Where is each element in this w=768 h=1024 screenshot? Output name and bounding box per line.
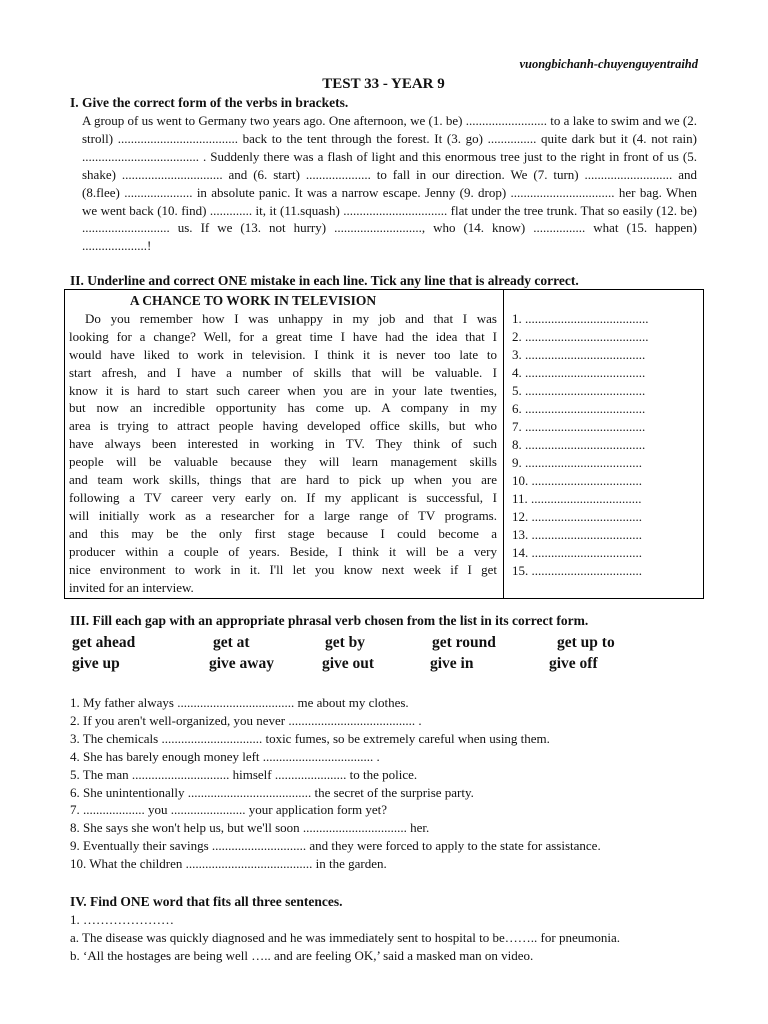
question-number: 1. ………………… [70, 911, 174, 927]
passage-line: people will be valuable because they will learn management skills [69, 454, 497, 470]
verb-option: give out [322, 655, 375, 672]
answer-blank[interactable]: 5. ..................................... [512, 383, 646, 398]
exercise-item: 10. What the children ....................................... in the garden. [70, 856, 387, 872]
answer-blank[interactable]: 7. ..................................... [512, 419, 646, 434]
passage-line: have always been interested in working in TV. They think of such [69, 436, 497, 452]
exercise-item: 1. My father always .................................... me about my clothes. [70, 695, 409, 710]
passage-line: start afresh, and I have a number of skills that will be valuable. I [69, 364, 497, 380]
section-1-text [70, 112, 697, 255]
answer-blank[interactable]: 6. ..................................... [512, 401, 646, 416]
passage-line: producer within a couple of years. Beside, I think it will be a very [69, 543, 497, 559]
passage-line: looking for a change? Well, for a great time I have had the idea that I [69, 328, 497, 344]
section-2-heading: II. Underline and correct ONE mistake in each line. Tick any line that is already correct. [70, 273, 579, 288]
passage-line: following a TV career very early on. If my applicant is successful, I [69, 489, 497, 505]
verb-option: get at [213, 634, 250, 651]
sentence-b: b. ‘All the hostages are being well ….. and are feeling OK,’ said a masked man on video. [70, 947, 534, 963]
exercise-item: 8. She says she won't help us, but we'll soon ................................ her. [70, 820, 430, 836]
passage-line: but now an incredible opportunity has come up. A company in my [69, 400, 497, 416]
verb-option: get round [432, 634, 496, 651]
answer-blank[interactable]: 13. .................................. [512, 527, 642, 542]
section-3-items [70, 694, 697, 873]
passage-line: and team work skills, things that are hard to pick up when you are [69, 472, 497, 488]
error-correction-table [64, 289, 704, 599]
passage-line: would have liked to work in television. I think it is never too late to [69, 346, 497, 362]
section-1-paragraph: A group of us went to Germany two years ago. One afternoon, we (1. be) ......................... to a lake to swim and we (2. stroll) ..................................... back to the tent through the forest. It (3. go) ............... quite dark but it (4. not rain) .................................... . Suddenly there was a flash of light and this enormous tree just to the right in front of us (5. shake) ............................... and (6. start) .................... to fall in our direction. We (7. turn) ........................... and (8.flee) ..................... in absolute panic. It was a narrow escape. Jenny (9. drop) ................................ her bag. When we went back (10. find) ............. it, it (11.squash) ................................ flat under the tree trunk. That so easily (12. be) ........................... us. If we (13. not hurry) ..........................., who (14. know) ................ what (15. happen) ....................! [82, 113, 697, 254]
passage-line: and this may be the only first stage because I could become a [69, 525, 497, 541]
passage-line: area is trying to attract people having developed office skills, but who [69, 418, 497, 434]
answer-blank[interactable]: 15. .................................. [512, 563, 642, 578]
verb-option: get ahead [72, 634, 136, 651]
exercise-item: 7. ................... you ....................... your application form yet? [70, 802, 388, 818]
answer-blank[interactable]: 8. ..................................... [512, 437, 646, 452]
answer-blank[interactable]: 9. .................................... [512, 455, 642, 470]
exercise-item: 6. She unintentionally ...................................... the secret of the surprise party. [70, 784, 474, 800]
exercise-item: 9. Eventually their savings ............................. and they were forced to apply to the state for assistance. [70, 838, 601, 854]
section-1-heading: I. Give the correct form of the verbs in brackets. [70, 95, 349, 110]
verb-option: give away [209, 655, 275, 672]
page-title: TEST 33 - YEAR 9 [322, 76, 445, 92]
answer-blank[interactable]: 2. ...................................... [512, 329, 649, 344]
verb-option: give in [430, 655, 474, 672]
answer-blank[interactable]: 10. .................................. [512, 473, 642, 488]
answer-blank[interactable]: 1. ...................................... [512, 311, 649, 326]
exercise-item: 5. The man .............................. himself ...................... to the police. [70, 766, 418, 782]
passage-line: know it is hard to start such career when you are in your late twenties, [69, 382, 497, 398]
verb-option: give off [549, 655, 598, 672]
verb-option: get up to [557, 634, 615, 651]
answer-blank[interactable]: 4. ..................................... [512, 365, 646, 380]
section-4-heading: IV. Find ONE word that fits all three sentences. [70, 894, 343, 909]
exercise-item: 4. She has barely enough money left .................................. . [70, 748, 380, 764]
passage-line: invited for an interview. [69, 579, 194, 595]
verb-option: get by [325, 634, 366, 651]
exercise-item: 3. The chemicals ............................... toxic fumes, so be extremely careful when using them. [70, 730, 550, 746]
passage-line: Do you remember how I was unhappy in my job and that I was [85, 310, 497, 326]
passage-line: nice environment to work in it. I'll let you know next week if I get [69, 561, 497, 577]
answer-blank[interactable]: 11. .................................. [512, 491, 642, 506]
answer-blank[interactable]: 14. .................................. [512, 545, 642, 560]
passage-cell [65, 290, 504, 599]
author-credit: vuongbichanh-chuyenguyentraihd [519, 57, 698, 71]
answer-column [504, 290, 704, 599]
passage-title: A CHANCE TO WORK IN TELEVISION [129, 293, 377, 308]
verb-option: give up [72, 655, 120, 672]
passage-line: will initially work as a researcher for a large range of TV programs. [69, 507, 497, 523]
section-3-heading: III. Fill each gap with an appropriate phrasal verb chosen from the list in its correct form. [70, 613, 589, 628]
sentence-a: a. The disease was quickly diagnosed and he was immediately sent to hospital to be…….. for pneumonia. [70, 929, 620, 945]
section-4 [70, 893, 697, 965]
passage-text [69, 310, 497, 597]
answer-blank[interactable]: 12. .................................. [512, 509, 642, 524]
answer-blank[interactable]: 3. ..................................... [512, 347, 646, 362]
exercise-item: 2. If you aren't well-organized, you never ....................................... . [70, 712, 422, 728]
